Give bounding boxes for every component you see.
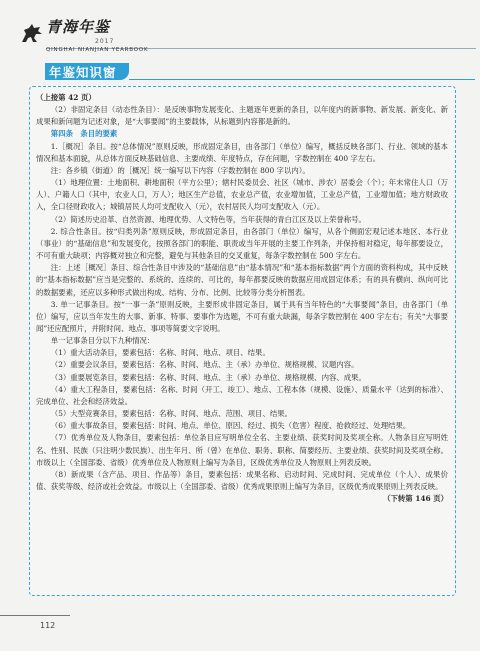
paragraph: 1.［概况］条目。按“总体情况”原则反映，形成固定条目，由各部门（单位）编写，概括反映各部门、行业、领域的基本情况和基本面貌，从总体方面反映基础信息、主要成绩、年度特点，存在问题，字数控制在 400 字左右。 [36,141,448,163]
paragraph: 注：各乡镇（街道）的［概况］统一编写以下内容（字数控制在 800 字以内）。 [50,165,310,175]
page-number: 112 [40,621,56,630]
page-header [0,0,480,60]
paragraph: （2）简述历史沿革、自然资源、地理优势、人文特色等，当年获得的青白江区及以上荣誉称号。 [50,214,366,224]
brand-year: 2017 [95,38,115,45]
horse-logo-icon [20,22,44,44]
section-divider [129,79,475,80]
list-item: （4）重大工程条目，要素包括：名称、时间（开工、竣工）、地点、工程本体（规模、设施）、质量水平（达到的标准）、完成单位、社会和经济效益。 [36,384,448,406]
list-item: （6）重大事故条目，要素包括：时间、地点、单位、原因、经过、损失（危害）程度、抢救经过、处理结果。 [50,421,411,431]
brand-english: QINGHAI NIANJIAN YEARBOOK [46,47,149,53]
section-tag [45,63,129,80]
continued-to-note: （下转第 146 页） [383,494,448,504]
paragraph: 2. 综合性条目。按“归类列条”原则反映，形成固定条目，由各部门（单位）编写，从各个侧面宏观记述本地区、本行业（事业）的“基础信息”和发展变化，按照各部门的职能、职责或当年开展的主要工作列条，并保持相对稳定，每年都要设立，不可有重大缺项；内容概对独立和完整，避免与其他条目的交叉重复，每条字数控制在 500 字左右。 [36,226,448,261]
brand-title: 青海年鉴 [46,18,111,36]
article-content [36,92,448,505]
paragraph: 注：上述［概况］条目、综合性条目中涉及的“基础信息”由“基本情况”和“基本指标数据”两个方面的资料构成，其中反映的“基本指标数据”应当是完整的、系统的、连续的、可比的，每年都要反映的数据应用成固定体系；有的具有横向、纵向可比的数据要素，还应以多种形式做出构成、结构、分布、比例、比较等分类分析图表。 [36,263,448,297]
paragraph: （1）地理位置：土地面积、耕地面积（平方公里）；辖村民委员会、社区（城市、涉农）居委会（个）；年末常住人口（万人）、户籍人口（其中，农业人口，万人）；地区生产总值，农业总产值，农业增加值，工业总产值，工业增加值；地方财政收入，全口径财政收入；城镇居民人均可支配收入（元），农村居民人均可支配收入（元）。 [36,178,448,212]
list-item: （7）优秀单位及人物条目，要素包括：单位条目应写明单位全名、主要业绩、获奖时间及奖项全称。人物条目应写明姓名、性别、民族（只注明少数民族）、出生年月、所（曾）在单位、职务、职称、简要经历、主要业绩、获奖时间及奖项全称。市级以上（全国部委、省级）优秀单位及人物原则上编写为条目，区级优秀单位及人物原则上列表反映。 [36,433,448,467]
paragraph: （2）非固定条目（动态性条目）：是反映事物发展变化、主题逐年更新的条目，以年度内的新事物、新发展、新变化、新成果和新问题为记述对象，是“大事要闻”的主要载体，从标题到内容都是新的。 [36,105,448,127]
paragraph: 3. 单一记事条目。按“一事一条”原则反映，主要形成非固定条目，属于具有当年特色的“大事要闻”条目，由各部门（单位）编写，应以当年发生的大事、新事、特事、要事作为选题，不可有重大缺漏，每条字数控制在 400 字左右；有关“大事要闻”还应配照片，并附时间、地点、事项等简要文字说明。 [36,299,448,333]
section-tag-label: 年鉴知识窗 [49,65,117,80]
list-item: （3）重要展览条目，要素包括：名称、时间、地点、主（承）办单位、规格规模、内容、成果。 [50,372,366,382]
continued-from-note: （上接第 42 页） [36,93,96,102]
list-item: （5）大型竞赛条目，要素包括：名称、时间、地点、范围、项目、结果。 [50,409,293,419]
list-item: （2）重要会议条目，要素包括：名称、时间、地点、主（承）办单位、规格规模、议题内容。 [50,360,359,370]
list-item: （8）新成果（含产品、项目、作品等）条目，要素包括：成果名称、启动时间、完成时间、完成单位（个人）、成果价值、获奖等级、经济或社会效益。市级以上（全国部委、省级）优秀成果原则上编写为条目，区级优秀成果原则上列表反映。 [36,469,448,491]
article-heading: 第四条 条目的要素 [50,129,118,139]
paragraph: 单一记事条目分以下九种情况： [50,336,155,346]
list-item: （1）重大活动条目，要素包括：名称、时间、地点、项目、结果。 [50,348,270,358]
footer-divider [0,615,70,616]
